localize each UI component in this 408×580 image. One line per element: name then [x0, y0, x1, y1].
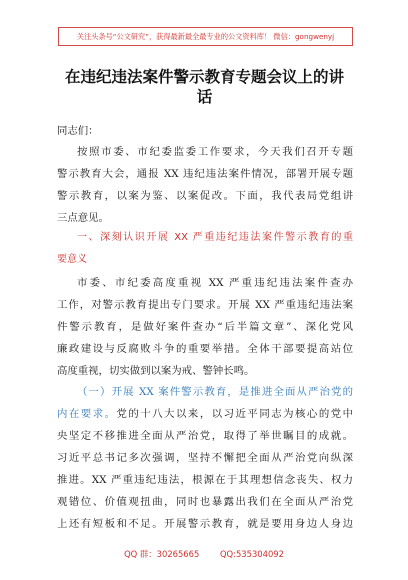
- document-title: [58, 67, 351, 107]
- para3-line-4: 推进。XX 严重违纪违法，根源在于其理想信念丧失、权力: [57, 474, 353, 486]
- para1-line-4: 三点意见。: [57, 212, 109, 224]
- para2-line-3: 件警示教育，是做好案件查办“后半篇文章”、深化党风: [57, 321, 353, 333]
- section-heading-1-line-1: 一、深刻认识开展 XX 严重违纪违法案件警示教育的重: [77, 232, 353, 243]
- section-heading-1-line-2: 要意义: [57, 254, 87, 265]
- para1-line-3: 警示教育，以案为鉴、以案促改。下面，我代表局党组讲: [57, 190, 353, 202]
- footer-qq: QQ:535304092: [219, 549, 284, 559]
- footer-qq-group: QQ 群：30265665: [124, 549, 200, 559]
- para1-line-2: 警示教育大会，通报 XX 违纪违法案件情况，部署开展专题: [57, 168, 353, 180]
- sub-heading-1-line-2: 内在要求。: [57, 408, 117, 420]
- greeting: 同志们：: [57, 125, 99, 137]
- title-line-2: 话: [196, 88, 213, 106]
- para1-line-1: 按照市委、市纪委监委工作要求，今天我们召开专题: [77, 146, 353, 158]
- para2-line-5: 高度重视，切实做到以案为戒、警钟长鸣。: [57, 365, 255, 377]
- para3-line-2: 央坚定不移推进全面从严治党，取得了举世瞩目的成就。: [57, 430, 353, 442]
- para3-line-1: [57, 407, 353, 421]
- page-footer: [0, 548, 408, 560]
- para2-line-1: 市委、市纪委高度重视 XX 严重违纪违法案件查办: [77, 277, 353, 289]
- para3-line-5: 观错位、价值观扭曲，同时也暴露出我们在全面从严治党: [57, 496, 353, 508]
- promo-banner: 关注头条号“公文研究”，获得最新最全最专业的公文资料库！ 微信：gongwenyj: [58, 27, 353, 46]
- para3-line-1-rest: 党的十八大以来，以习近平同志为核心的党中: [116, 408, 353, 420]
- para3-line-3: 习近平总书记多次强调，坚持不懈把全面从严治党向纵深: [57, 452, 353, 464]
- para3-line-6: 上还有短板和不足。开展警示教育，就是要用身边人身边: [57, 518, 353, 530]
- para2-line-2: 工作，对警示教育提出专门要求。开展 XX 严重违纪违法案: [57, 299, 353, 311]
- para2-line-4: 廉政建设与反腐败斗争的重要举措。全体干部要提高站位: [57, 343, 353, 355]
- title-line-1: 在违纪违法案件警示教育专题会议上的讲: [64, 68, 344, 86]
- sub-heading-1-line-1: （一）开展 XX 案件警示教育，是推进全面从严治党的: [77, 386, 353, 398]
